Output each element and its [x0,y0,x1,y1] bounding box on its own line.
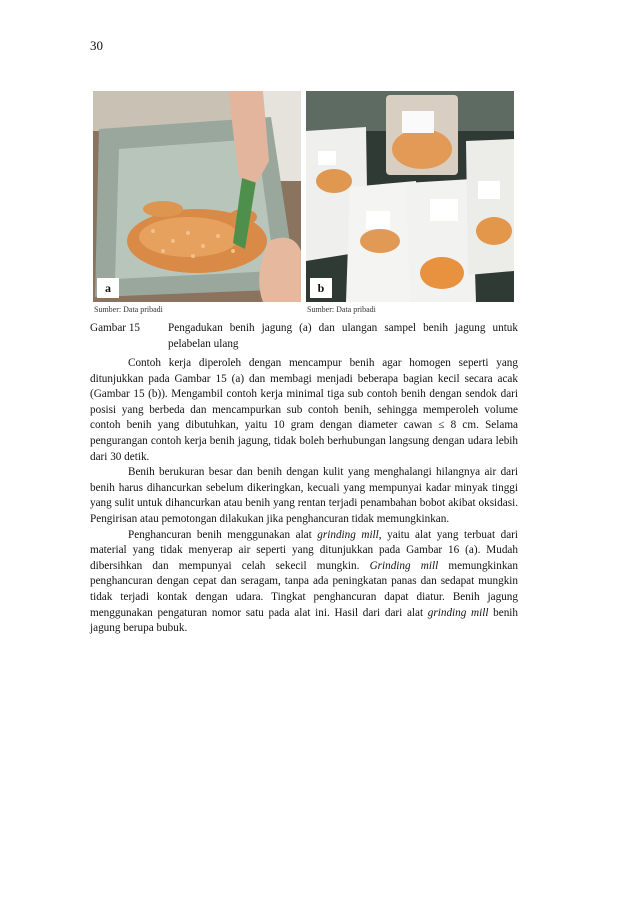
body-text [90,356,518,637]
panel-label-a: a [97,278,119,298]
photo-seed-samples [306,91,514,302]
paragraph-3-term-2: Grinding mill [369,559,439,572]
paragraph-3-text-3: memungkinkan penghancuran dengan cepat dan seragam, tanpa ada peningkatan panas dan sedapat mungkin tidak terjadi kontak dengan udara. Tingkat penghancuran dapat diatur. Benih jagung menggunakan pengaturan nomor satu pada alat ini. Hasil dari dari alat [90,559,518,619]
paragraph-3-term-1: grinding mill [317,528,379,541]
panel-label-b: b [310,278,332,298]
figure-caption [90,321,518,352]
paragraph-3-text-4: benih jagung berupa bubuk. [90,606,519,635]
photo-stirring-seeds [93,91,301,302]
page-number: 30 [90,38,103,53]
caption-number: Gambar 15 [90,322,141,334]
paragraph-3-text-1: Penghancuran benih menggunakan alat [128,528,318,541]
caption-text: Pengadukan benih jagung (a) dan ulangan sampel benih jagung untuk pelabelan ulang [168,322,518,350]
paragraph-2: Benih berukuran besar dan benih dengan kulit yang menghalangi hilangnya air dari benih harus dihancurkan sebelum dikeringkan, kecuali yang mempunyai kadar minyak tinggi yang sulit untuk dihancurkan atau benih yang rentan terjadi penambahan bobot akibat oksidasi. Pengirisan atau pemotongan dilakukan jika penghancuran tidak memungkinkan. [90,466,518,525]
photo-source-b: Sumber: Data pribadi [307,305,376,314]
paragraph-3-term-3: grinding mill [427,606,489,619]
photo-source-a: Sumber: Data pribadi [94,305,163,314]
paragraph-3 [90,528,518,637]
paragraph-3-text-2: , yaitu alat yang terbuat dari material yang tidak menyerap air seperti yang ditunjukkan pada Gambar 16 (a). Mudah dibersihkan dan mempunyai celah sekecil mungkin. [90,528,518,572]
paragraph-1: Contoh kerja diperoleh dengan mencampur benih agar homogen seperti yang ditunjukkan pada Gambar 15 (a) dan membagi menjadi beberapa bagian kecil secara acak (Gambar 15 (b)). Mengambil contoh kerja minimal tiga sub contoh benih dengan sendok dari posisi yang berbeda dan mencampurkan sub contoh benih, sehingga memperoleh volume contoh benih yang dibutuhkan, yaitu 10 gram dengan diameter cawan ≤ 8 cm. Selama pengurangan contoh kerja benih jagung, tidak boleh berhubungan langsung dengan udara lebih dari 30 detik. [90,357,518,463]
